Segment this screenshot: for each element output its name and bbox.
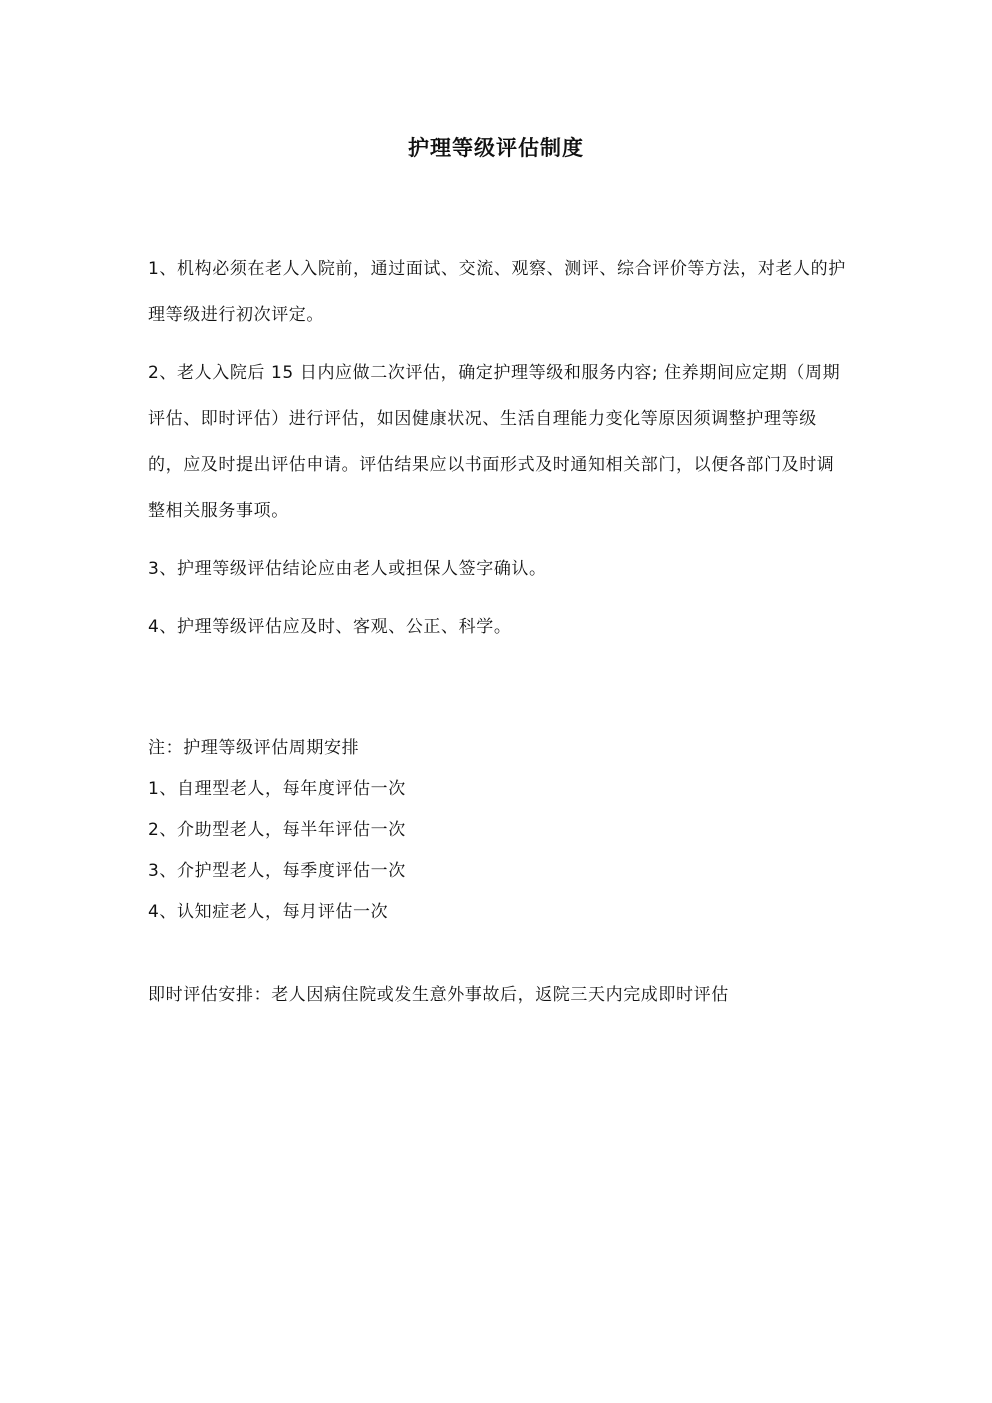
note-item-2: 2、介助型老人，每半年评估一次 xyxy=(148,820,406,840)
policy-paragraph-4: 4、护理等级评估应及时、客观、公正、科学。 xyxy=(148,617,512,637)
note-item-4: 4、认知症老人，每月评估一次 xyxy=(148,902,389,922)
note-heading: 注：护理等级评估周期安排 xyxy=(148,738,360,758)
policy-body xyxy=(148,246,848,662)
assessment-schedule-note xyxy=(148,728,848,933)
policy-paragraph-1: 1、机构必须在老人入院前，通过面试、交流、观察、测评、综合评价等方法，对老人的护理等级进行初次评定。 xyxy=(148,259,846,325)
instant-assessment-note: 即时评估安排：老人因病住院或发生意外事故后，返院三天内完成即时评估 xyxy=(148,985,729,1005)
policy-paragraph-2: 2、老人入院后 15 日内应做二次评估，确定护理等级和服务内容; 住养期间应定期（周期评估、即时评估）进行评估，如因健康状况、生活自理能力变化等原因须调整护理等级的，应及时提出评估申请。评估结果应以书面形式及时通知相关部门，以便各部门及时调整相关服务事项。 xyxy=(148,363,841,521)
policy-paragraph-3: 3、护理等级评估结论应由老人或担保人签字确认。 xyxy=(148,559,547,579)
note-item-3: 3、介护型老人，每季度评估一次 xyxy=(148,861,406,881)
note-item-1: 1、自理型老人，每年度评估一次 xyxy=(148,779,406,799)
document-title: 护理等级评估制度 xyxy=(408,136,584,160)
